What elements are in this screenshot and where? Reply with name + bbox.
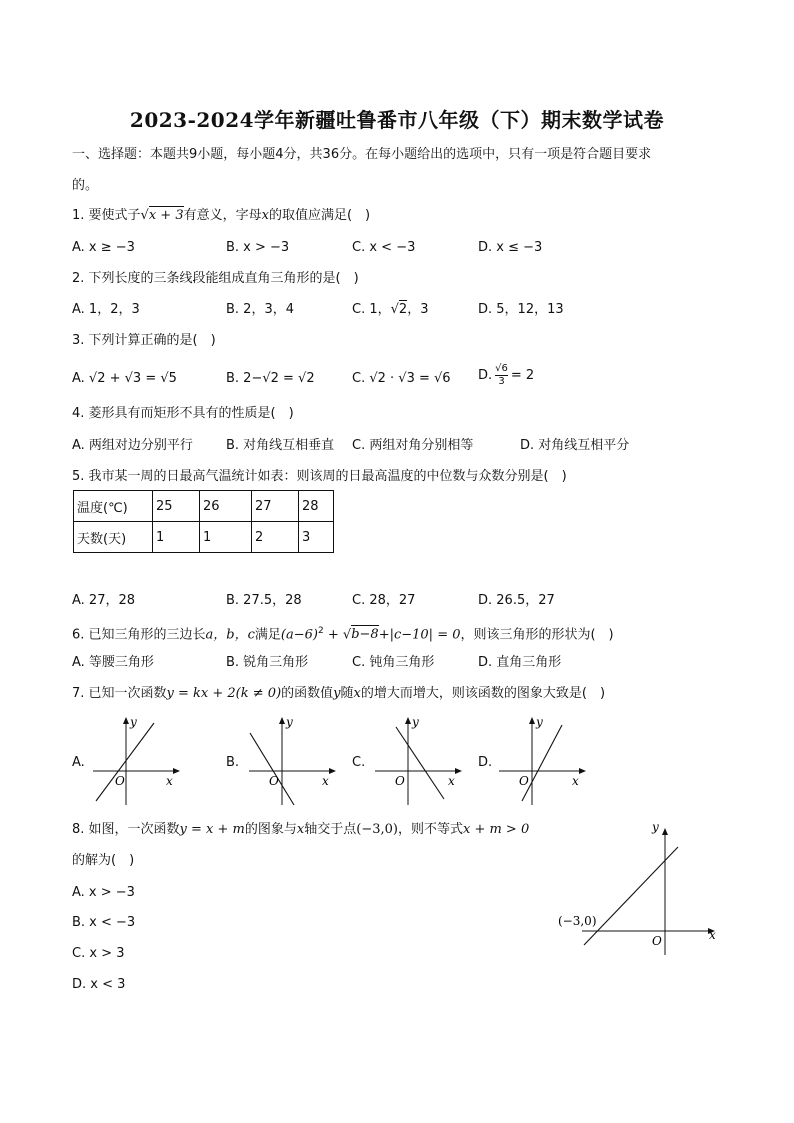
question-8-stem-cont: 的解为( )	[72, 853, 135, 868]
q4-option-c[interactable]: C. 两组对角分别相等	[352, 438, 474, 453]
q8-inequality: x + m > 0	[462, 822, 530, 837]
temperature-table	[73, 490, 334, 553]
question-5-stem: 5. 我市某一周的日最高气温统计如表：则该周的日最高温度的中位数与众数分别是( )	[72, 469, 567, 484]
q2-c-part: C. 1，	[352, 302, 391, 317]
q6-option-a[interactable]: A. 等腰三角形	[72, 655, 154, 670]
q6-stem-part: ，则该三角形的形状为( )	[460, 627, 614, 643]
q1-option-a[interactable]: A. x ≥ −3	[72, 240, 135, 255]
q8-stem-part: 8. 如图，一次函数	[72, 822, 180, 837]
q1-stem-part: 有意义，字母	[183, 208, 262, 223]
q1-stem-part: 的取值应满足( )	[268, 208, 371, 223]
question-6-stem: 6. 已知三角形的三边长a，b，c满足$(a-6)^2 + √b-8+|c-10| = 0$，则该三角形的形状为( )	[72, 626, 614, 643]
arrow-icon	[662, 828, 668, 835]
q2-c-part: ，3	[407, 302, 429, 317]
arrow-icon	[329, 768, 336, 774]
q3-option-a[interactable]: A. √2 + √3 = √5	[72, 371, 177, 386]
q7-stem-part: 7. 已知一次函数	[72, 686, 167, 701]
q2-option-c[interactable]: C. 1，√2，3	[352, 302, 429, 317]
q7-expr: y = kx + 2(k ≠ 0)	[166, 686, 282, 701]
x-label: x	[322, 774, 329, 788]
q1-option-d[interactable]: D. x ≤ −3	[478, 240, 543, 255]
q6-option-b[interactable]: B. 锐角三角形	[226, 655, 309, 670]
q7-graph-c[interactable]	[370, 713, 470, 809]
q5-option-c[interactable]: C. 28，27	[352, 593, 416, 608]
q6-option-d[interactable]: D. 直角三角形	[478, 655, 562, 670]
q6-radicand: b−8	[351, 627, 379, 643]
origin-label: O	[652, 934, 662, 948]
origin-label: O	[395, 774, 405, 788]
q1-option-b[interactable]: B. x > −3	[226, 240, 290, 255]
arrow-icon	[579, 768, 586, 774]
y-label: y	[130, 715, 137, 729]
question-2-stem: 2. 下列长度的三条线段能组成直角三角形的是( )	[72, 271, 359, 286]
page-title: 2023-2024学年新疆吐鲁番市八年级（下）期末数学试卷	[129, 108, 665, 132]
table-cell: 2	[252, 522, 299, 553]
question-8-stem	[72, 821, 529, 839]
q8-var: x	[296, 822, 305, 837]
q4-option-b[interactable]: B. 对角线互相垂直	[226, 438, 335, 453]
q4-option-d[interactable]: D. 对角线互相平分	[520, 438, 630, 453]
table-cell: 28	[299, 491, 334, 522]
q3-d-fraction	[495, 363, 508, 388]
q6-vars: a，b，c	[205, 627, 255, 643]
table-row	[74, 491, 334, 522]
y-label: y	[536, 715, 543, 729]
q1-radicand: x + 3	[148, 208, 184, 223]
q1-var: x	[261, 208, 269, 223]
table-cell: 27	[252, 491, 299, 522]
q1-option-c[interactable]: C. x < −3	[352, 240, 416, 255]
q8-option-d[interactable]: D. x < 3	[72, 977, 126, 992]
q7-option-a-label[interactable]: A.	[72, 755, 85, 770]
function-line	[250, 733, 294, 805]
function-line	[96, 723, 154, 801]
origin-label: O	[115, 774, 125, 788]
table-row	[74, 522, 334, 553]
question-1-stem: 1. 要使式子√x + 3有意义，字母x的取值应满足( )	[72, 208, 371, 223]
intercept-label: (−3,0)	[558, 914, 597, 928]
q7-var: y	[333, 686, 341, 701]
q3-d-denominator: 3	[498, 376, 505, 387]
q2-option-b[interactable]: B. 2，3，4	[226, 302, 294, 317]
question-4-stem: 4. 菱形具有而矩形不具有的性质是( )	[72, 406, 294, 421]
q6-stem-part: 满足	[254, 627, 281, 643]
q8-stem-part: 的图象与	[244, 822, 297, 837]
y-label: y	[412, 715, 419, 729]
arrow-icon	[123, 717, 129, 724]
x-label: x	[709, 928, 716, 942]
table-cell: 3	[299, 522, 334, 553]
q7-option-b-label[interactable]: B.	[226, 755, 240, 770]
q6-plus: +	[323, 627, 343, 643]
q7-var: x	[353, 686, 361, 701]
q4-option-a[interactable]: A. 两组对边分别平行	[72, 438, 193, 453]
q7-option-c-label[interactable]: C.	[352, 755, 366, 770]
q7-graph-d[interactable]	[494, 713, 594, 809]
q6-stem-part: 6. 已知三角形的三边长	[72, 627, 206, 643]
origin-label: O	[519, 774, 529, 788]
q1-stem-part: 1. 要使式子	[72, 208, 141, 223]
q8-option-a[interactable]: A. x > −3	[72, 885, 135, 900]
x-label: x	[166, 774, 173, 788]
q5-option-b[interactable]: B. 27.5，28	[226, 593, 302, 608]
q3-option-c[interactable]: C. √2 · √3 = √6	[352, 371, 451, 386]
q3-d-numerator: √6	[495, 363, 508, 374]
q7-graph-b[interactable]	[244, 713, 344, 809]
q3-d-label: D.	[478, 367, 493, 383]
table-cell: 26	[200, 491, 252, 522]
q2-c-radicand: 2	[398, 302, 408, 317]
x-label: x	[448, 774, 455, 788]
q3-d-value: = 2	[510, 367, 535, 383]
arrow-icon	[405, 717, 411, 724]
q3-option-b[interactable]: B. 2−√2 = √2	[226, 371, 315, 386]
q7-stem-part: 随	[340, 686, 354, 701]
arrow-icon	[279, 717, 285, 724]
q8-option-b[interactable]: B. x < −3	[72, 915, 136, 930]
q6-exponent: 2	[317, 626, 324, 636]
section-instructions-cont: 的。	[72, 178, 99, 193]
q6-expr: (a−6)	[280, 627, 318, 643]
table-cell: 1	[200, 522, 252, 553]
q5-option-a[interactable]: A. 27，28	[72, 593, 136, 608]
q8-point: (−3,0)	[356, 822, 398, 837]
q6-option-c[interactable]: C. 钝角三角形	[352, 655, 435, 670]
table-cell: 天数(天)	[74, 522, 153, 553]
table-cell: 25	[153, 491, 200, 522]
q6-expr: +|c−10| = 0	[378, 627, 461, 643]
y-label: y	[652, 820, 659, 834]
arrow-icon	[455, 768, 462, 774]
question-7-stem	[72, 685, 605, 703]
q2-option-d[interactable]: D. 5，12，13	[478, 302, 564, 317]
table-cell: 温度(℃)	[74, 491, 153, 522]
q8-expr: y = x + m	[179, 822, 245, 837]
q7-option-d-label[interactable]: D.	[478, 755, 493, 770]
arrow-icon	[173, 768, 180, 774]
function-line	[522, 725, 562, 801]
x-label: x	[572, 774, 579, 788]
q8-stem-part: ，则不等式	[397, 822, 463, 837]
q7-stem-part: 的函数值	[281, 686, 334, 701]
y-label: y	[286, 715, 293, 729]
origin-label: O	[269, 774, 279, 788]
function-line	[584, 847, 678, 945]
arrow-icon	[529, 717, 535, 724]
question-3-stem: 3. 下列计算正确的是( )	[72, 333, 216, 348]
q3-option-d[interactable]	[478, 363, 534, 388]
table-cell: 1	[153, 522, 200, 553]
q7-graph-a[interactable]	[88, 713, 188, 809]
q8-stem-part: 轴交于点	[304, 822, 357, 837]
q8-figure	[552, 815, 732, 960]
q8-option-c[interactable]: C. x > 3	[72, 946, 125, 961]
section-instructions: 一、选择题：本题共9小题，每小题4分，共36分。在每小题给出的选项中，只有一项是符合题目要求	[72, 147, 652, 162]
function-line	[396, 727, 444, 799]
q5-option-d[interactable]: D. 26.5，27	[478, 593, 555, 608]
q2-option-a[interactable]: A. 1，2，3	[72, 302, 140, 317]
q7-stem-part: 的增大而增大，则该函数的图象大致是( )	[360, 686, 606, 701]
